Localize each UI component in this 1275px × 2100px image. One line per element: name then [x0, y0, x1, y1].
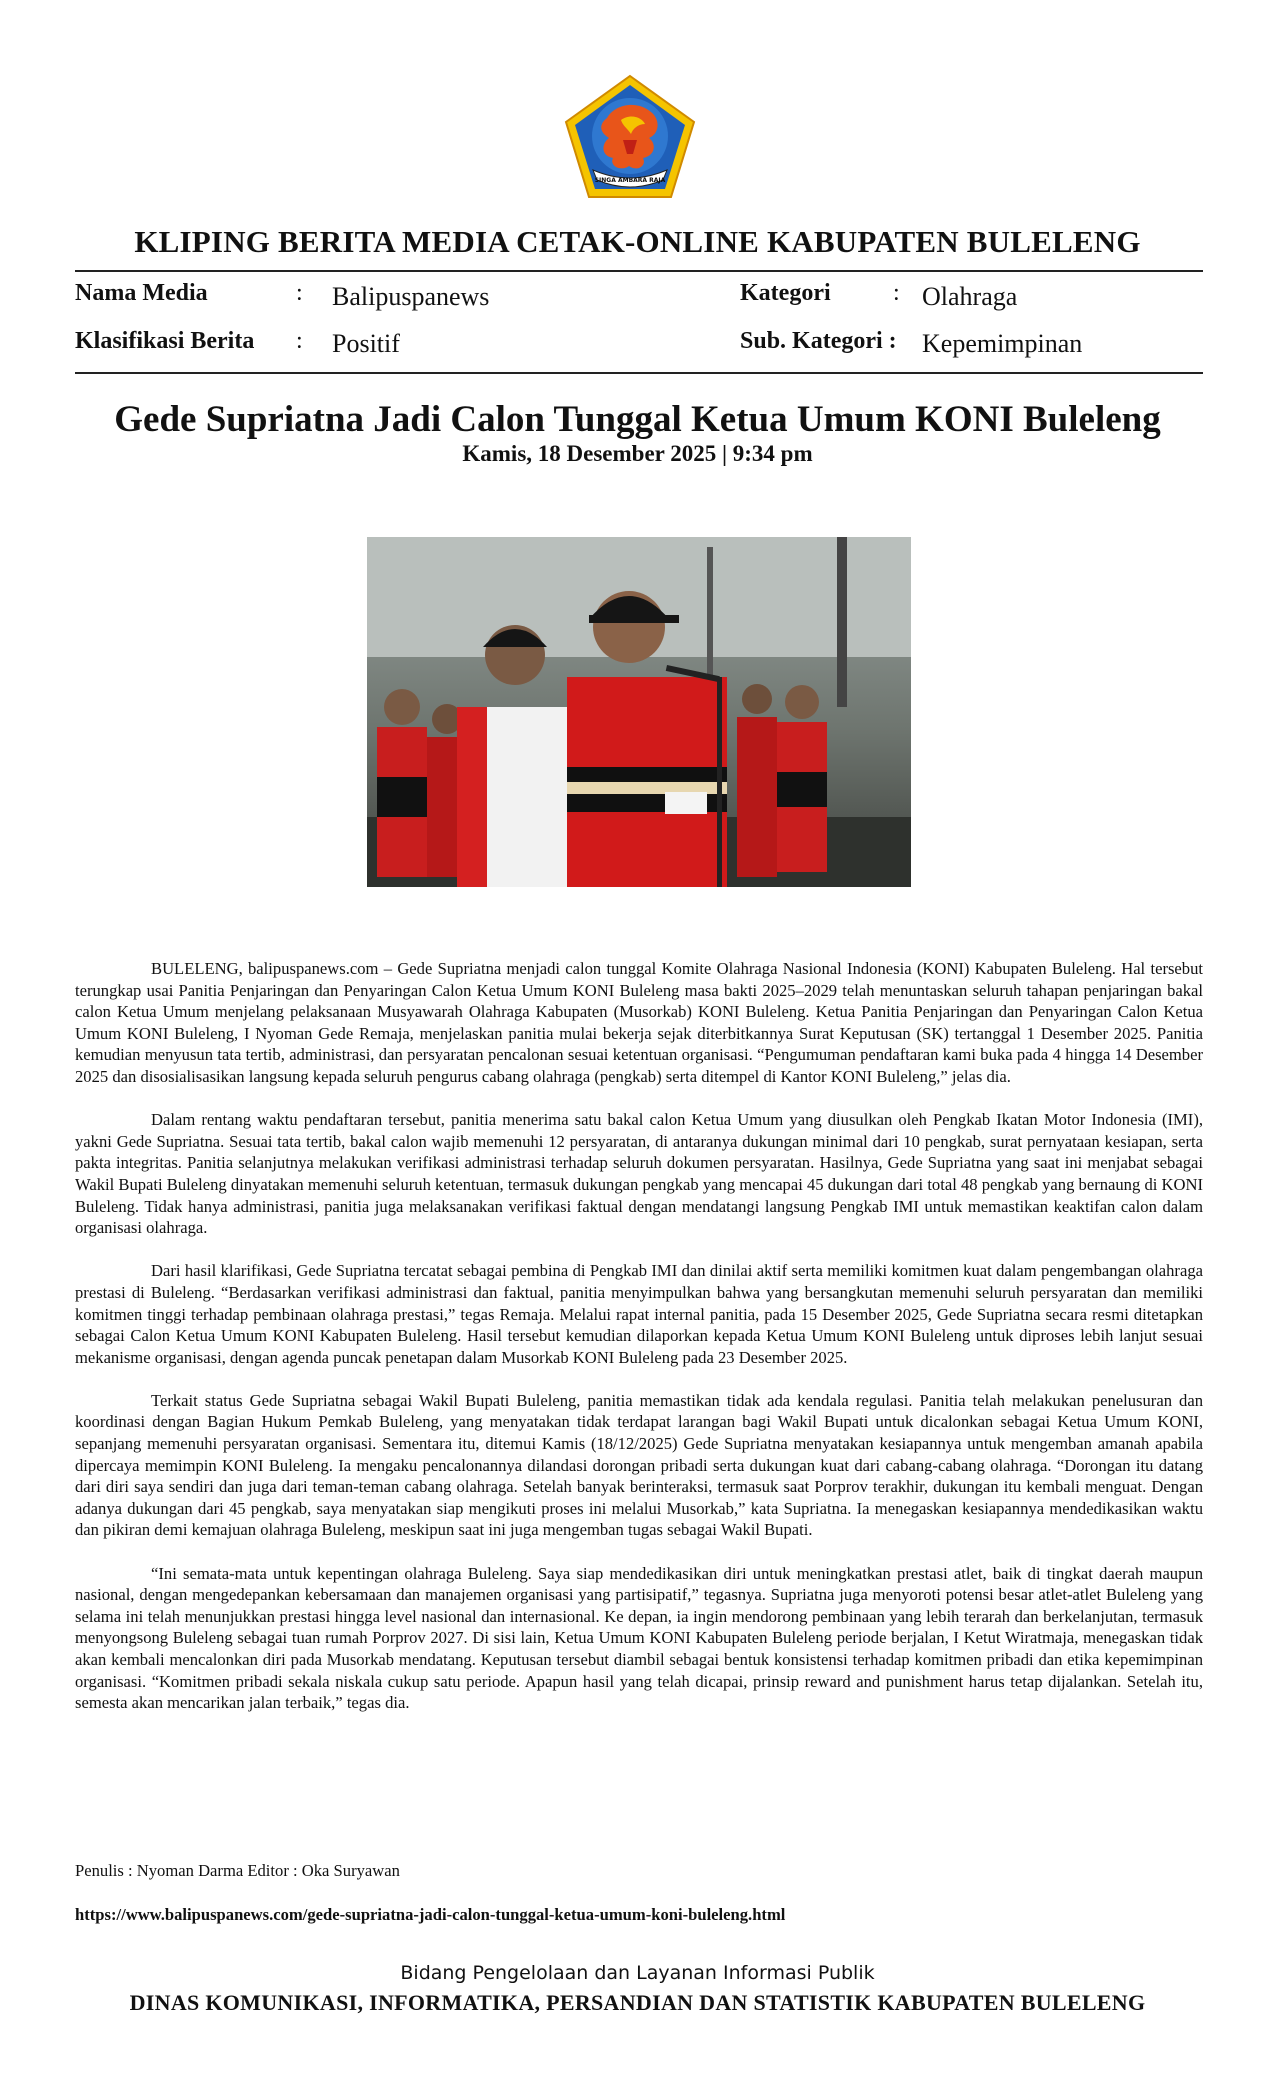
subkategori-label: Sub. Kategori : [740, 328, 897, 354]
garuda-shield-emblem-icon [563, 74, 697, 200]
buleleng-emblem-logo [563, 74, 697, 200]
klasifikasi-separator: : [296, 328, 303, 354]
article-headline: Gede Supriatna Jadi Calon Tunggal Ketua Umum KONI Buleleng [114, 399, 1161, 440]
article-photo [367, 537, 911, 887]
footer-division: Bidang Pengelolaan dan Layanan Informasi Publik [400, 1962, 875, 1984]
article-paragraph-4: Terkait status Gede Supriatna sebagai Wakil Bupati Buleleng, panitia memastikan tidak ada kendala regulasi. Panitia telah melakukan penelusuran dan koordinasi dengan Bagian Hukum Pemkab Buleleng, yang menyatakan tidak terdapat larangan bagi Wakil Bupati untuk dicalonkan sebagai Ketua Umum KONI, sepanjang memenuhi persyaratan organisasi. Sementara itu, ditemui Kamis (18/12/2025) Gede Supriatna menyatakan kesiapannya untuk mengemban amanah apabila dipercaya memimpin KONI Buleleng. Ia mengaku pencalonannya dilandasi dorongan pribadi serta dukungan kuat dari cabang-cabang olahraga. “Dorongan itu datang dari diri saya sendiri dan juga dari teman-teman cabang olahraga. Setelah banyak berinteraksi, termasuk saat Porprov terakhir, dukungan itu kembali menguat. Dengan adanya dukungan dari 45 pengkab, saya menyatakan siap mengikuti proses ini melalui Musorkab,” kata Supriatna. Ia menegaskan kesiapannya mendedikasikan waktu dan pikiran demi kemajuan olahraga Buleleng, meskipun saat ini juga mengemban tugas sebagai Wakil Bupati. [75, 1390, 1203, 1540]
article-body [75, 958, 1203, 1735]
article-date: Kamis, 18 Desember 2025 | 9:34 pm [462, 441, 813, 466]
article-paragraph-3: Dari hasil klarifikasi, Gede Supriatna tercatat sebagai pembina di Pengkab IMI dan dinilai aktif serta memiliki komitmen kuat dalam pengembangan olahraga prestasi di Buleleng. “Berdasarkan verifikasi administrasi dan faktual, panitia menyimpulkan bahwa yang bersangkutan memenuhi seluruh persyaratan dan memiliki komitmen tinggi terhadap pembinaan olahraga prestasi,” tegas Remaja. Melalui rapat internal panitia, pada 15 Desember 2025, Gede Supriatna secara resmi ditetapkan sebagai Calon Ketua Umum KONI Kabupaten Buleleng. Hasil tersebut kemudian dilaporkan kepada Ketua Umum KONI Buleleng untuk diproses lebih lanjut sesuai mekanisme organisasi, dengan agenda puncak penetapan dalam Musorkab KONI Buleleng pada 23 Desember 2025. [75, 1261, 1203, 1367]
article-paragraph-1: BULELENG, balipuspanews.com – Gede Supriatna menjadi calon tunggal Komite Olahraga Nasional Indonesia (KONI) Kabupaten Buleleng. Hal tersebut terungkap usai Panitia Penjaringan dan Penyaringan Calon Ketua Umum KONI Buleleng masa bakti 2025–2029 telah menuntaskan seluruh tahapan penjaringan bakal calon Ketua Umum menjelang pelaksanaan Musyawarah Olahraga Kabupaten (Musorkab) KONI Buleleng. Ketua Panitia Penjaringan dan Penyaringan Calon Ketua Umum KONI Buleleng, I Nyoman Gede Remaja, menjelaskan panitia mulai bekerja sejak diterbitkannya Surat Keputusan (SK) tertanggal 1 Desember 2025. Panitia kemudian menyusun tata tertib, administrasi, dan persyaratan pencalonan sesuai ketentuan organisasi. “Pengumuman pendaftaran kami buka pada 4 hingga 14 Desember 2025 dan disosialisasikan langsung kepada seluruh pengurus cabang olahraga (pengkab) serta ditempel di Kantor KONI Buleleng,” jelas dia. [75, 959, 1203, 1086]
kategori-label: Kategori [740, 280, 831, 306]
kategori-value: Olahraga [922, 282, 1018, 311]
media-value: Balipuspanews [332, 282, 490, 311]
subkategori-value: Kepemimpinan [922, 329, 1083, 358]
meta-divider [75, 372, 1203, 374]
media-label: Nama Media [75, 280, 208, 306]
media-separator: : [296, 280, 303, 306]
article-source-link[interactable]: https://www.balipuspanews.com/gede-supriatna-jadi-calon-tunggal-ketua-umum-koni-buleleng.html [75, 1905, 786, 1924]
masthead-divider [75, 270, 1203, 272]
footer-agency: DINAS KOMUNIKASI, INFORMATIKA, PERSANDIAN DAN STATISTIK KABUPATEN BULELENG [129, 1990, 1146, 2015]
kategori-separator: : [893, 280, 900, 306]
news-photo-speaker-at-microphone [367, 537, 911, 887]
document-masthead: KLIPING BERITA MEDIA CETAK-ONLINE KABUPATEN BULELENG [134, 224, 1141, 259]
article-paragraph-5: “Ini semata-mata untuk kepentingan olahraga Buleleng. Saya siap mendedikasikan diri untuk meningkatkan prestasi atlet, baik di tingkat daerah maupun nasional, dengan mengedepankan kebersamaan dan manajemen organisasi yang partisipatif,” tegasnya. Supriatna juga menyoroti potensi besar atlet-atlet Buleleng yang selama ini telah menunjukkan prestasi hingga level nasional dan internasional. Ke depan, ia ingin mendorong pembinaan yang lebih terarah dan berkelanjutan, termasuk menyongsong Buleleng sebagai tuan rumah Porprov 2027. Di sisi lain, Ketua Umum KONI Kabupaten Buleleng periode berjalan, I Ketut Wiratmaja, menegaskan tidak akan kembali mencalonkan diri pada Musorkab mendatang. Keputusan tersebut diambil sebagai bentuk konsistensi terhadap komitmen pribadi dan etika kepemimpinan organisasi. “Komitmen pribadi sekala niskala cukup satu periode. Apapun hasil yang telah dicapai, prinsip reward and punishment harus tetap dijalankan. Setelah itu, semesta akan mencarikan jalan terbaik,” tegas dia. [75, 1563, 1203, 1713]
klasifikasi-label: Klasifikasi Berita [75, 328, 255, 354]
klasifikasi-value: Positif [332, 329, 400, 358]
emblem-ribbon-text: SINGA AMBARA RAJA [594, 177, 666, 184]
article-credits: Penulis : Nyoman Darma Editor : Oka Suryawan [75, 1861, 400, 1880]
article-paragraph-2: Dalam rentang waktu pendaftaran tersebut, panitia menerima satu bakal calon Ketua Umum yang diusulkan oleh Pengkab Ikatan Motor Indonesia (IMI), yakni Gede Supriatna. Sesuai tata tertib, bakal calon wajib memenuhi 12 persyaratan, di antaranya dukungan minimal dari 10 pengkab, surat pernyataan kesiapan, serta pakta integritas. Panitia selanjutnya melakukan verifikasi administrasi terhadap seluruh dokumen persyaratan. Hasilnya, Gede Supriatna yang saat ini menjabat sebagai Wakil Bupati Buleleng dinyatakan memenuhi seluruh ketentuan, termasuk dukungan pengkab yang mencapai 45 dukungan dari total 48 pengkab yang bernaung di KONI Buleleng. Tidak hanya administrasi, panitia juga melaksanakan verifikasi faktual dengan mendatangi langsung Pengkab IMI untuk memastikan keaktifan calon dalam organisasi olahraga. [75, 1110, 1203, 1238]
